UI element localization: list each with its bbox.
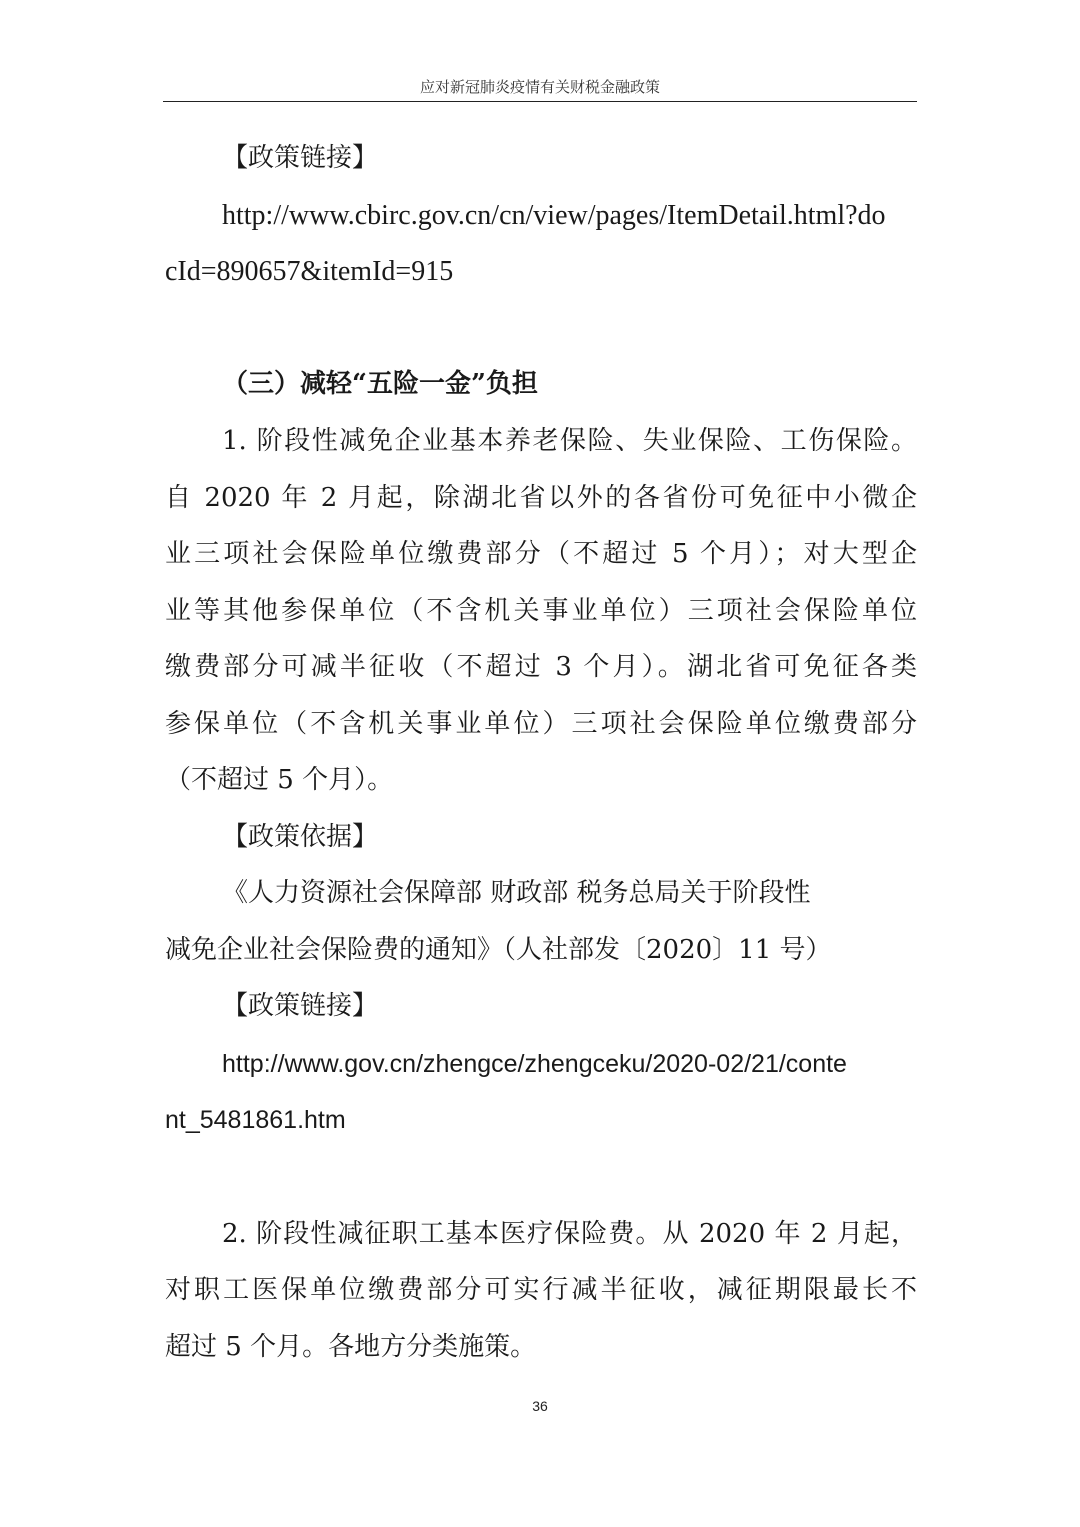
section-heading-3: （三）减轻“五险一金”负担 — [222, 369, 538, 399]
policy-link-url-2-line-1[interactable]: http://www.gov.cn/zhengce/zhengceku/2020-02/21/conte — [222, 1050, 847, 1078]
page-number: 36 — [532, 1398, 548, 1414]
item-1-line-3: 业三项社会保险单位缴费部分（不超过 5 个月）；对大型企 — [165, 539, 917, 569]
policy-link-heading-2: 【政策链接】 — [222, 991, 379, 1021]
item-2-line-1: 2. 阶段性减征职工基本医疗保险费。从 2020 年 2 月起， — [222, 1219, 917, 1249]
running-header: 应对新冠肺炎疫情有关财税金融政策 — [419, 78, 660, 96]
item-1-line-2: 自 2020 年 2 月起，除湖北省以外的各省份可免征中小微企 — [165, 483, 917, 513]
item-1-line-1: 1. 阶段性减免企业基本养老保险、失业保险、工伤保险。 — [222, 426, 917, 456]
item-1-line-4: 业等其他参保单位（不含机关事业单位）三项社会保险单位 — [165, 596, 917, 626]
header-rule — [163, 101, 917, 102]
policy-link-url-1-line-1[interactable]: http://www.cbirc.gov.cn/cn/view/pages/ItemDetail.html?do — [222, 200, 886, 231]
item-2-line-3: 超过 5 个月。各地方分类施策。 — [165, 1332, 537, 1362]
item-1-line-5: 缴费部分可减半征收（不超过 3 个月）。湖北省可免征各类 — [165, 652, 917, 682]
policy-link-url-2-line-2[interactable]: nt_5481861.htm — [165, 1106, 346, 1134]
policy-basis-heading: 【政策依据】 — [222, 822, 379, 852]
policy-link-url-1-line-2[interactable]: cId=890657&itemId=915 — [165, 256, 454, 287]
policy-basis-line-1: 《人力资源社会保障部 财政部 税务总局关于阶段性 — [222, 878, 811, 908]
policy-link-heading-1: 【政策链接】 — [222, 143, 379, 173]
item-2-line-2: 对职工医保单位缴费部分可实行减半征收，减征期限最长不 — [165, 1275, 917, 1305]
item-1-line-7: （不超过 5 个月）。 — [165, 765, 394, 795]
item-1-line-6: 参保单位（不含机关事业单位）三项社会保险单位缴费部分 — [165, 709, 917, 739]
policy-basis-line-2: 减免企业社会保险费的通知》（人社部发〔2020〕11 号） — [165, 935, 832, 965]
